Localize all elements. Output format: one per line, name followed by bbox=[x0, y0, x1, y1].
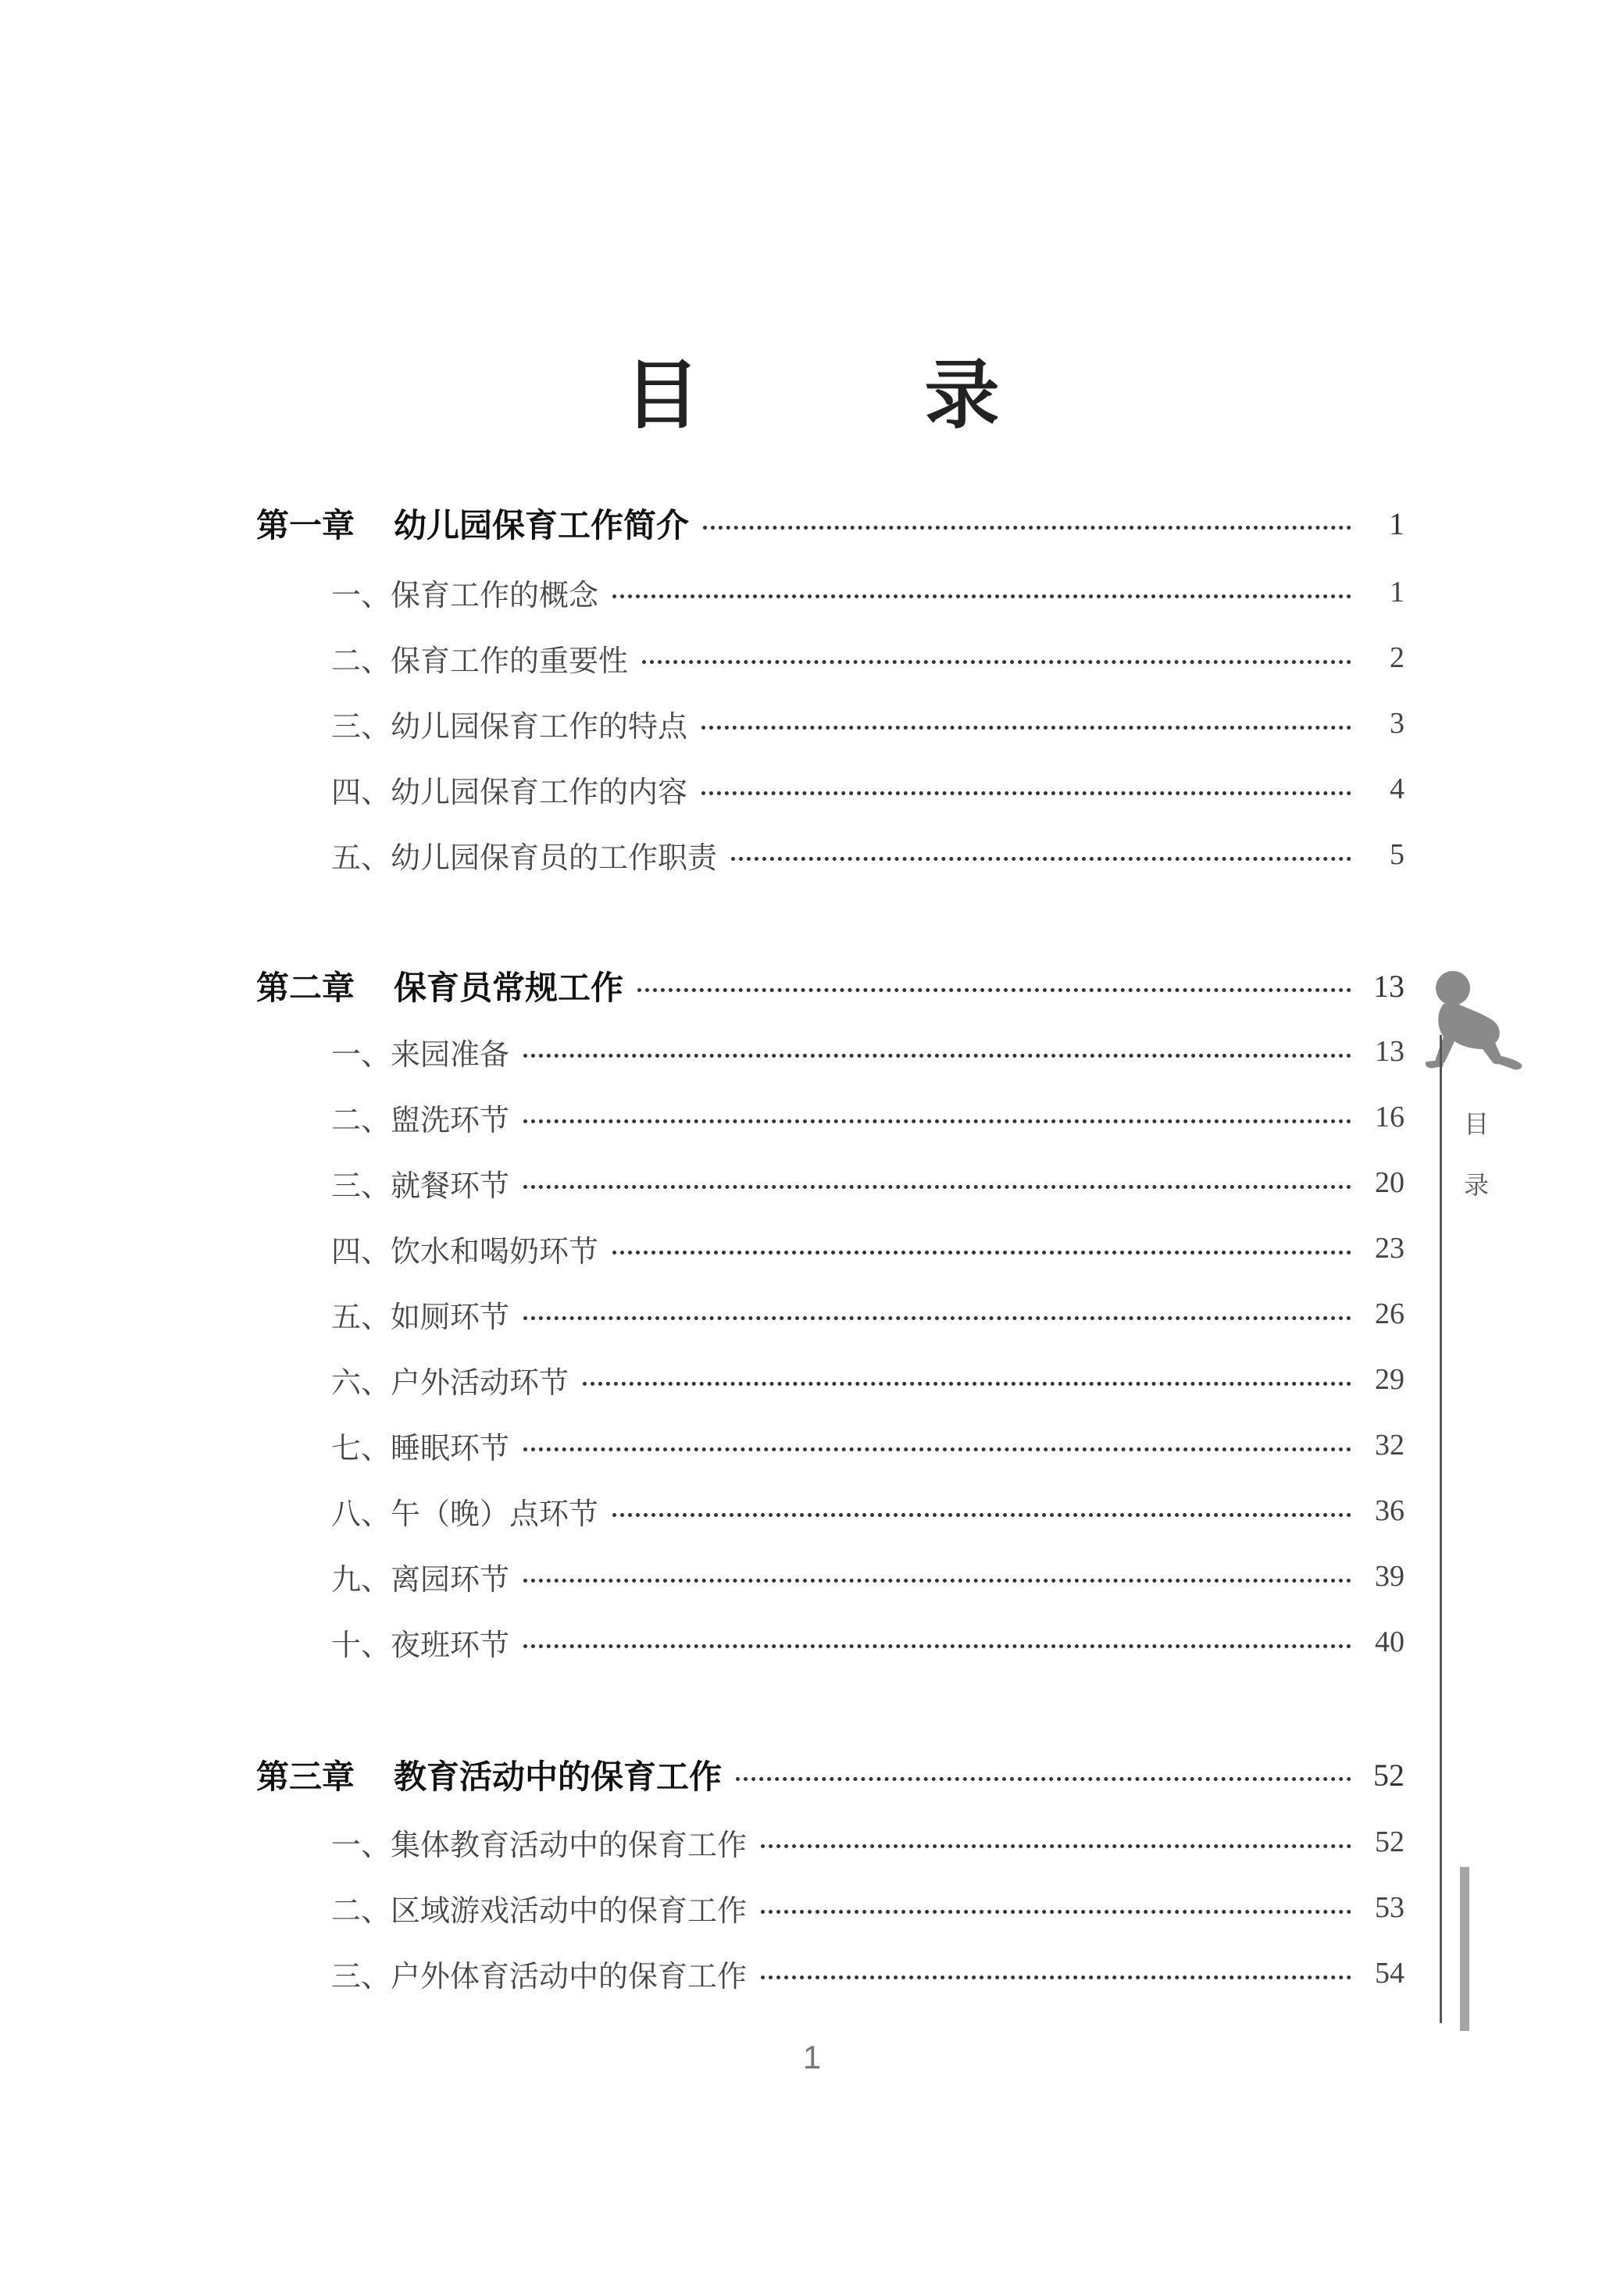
toc-page-number: 32 bbox=[1375, 1429, 1404, 1462]
dot-leader bbox=[612, 594, 1351, 598]
toc-page-number: 13 bbox=[1373, 968, 1404, 1004]
dot-leader bbox=[583, 1382, 1351, 1386]
dot-leader bbox=[523, 1579, 1351, 1583]
toc-section-row[interactable] bbox=[331, 1161, 1404, 1205]
dot-leader bbox=[523, 1054, 1351, 1058]
page-number: 1 bbox=[802, 2039, 822, 2075]
chapter-number: 第二章 bbox=[256, 969, 355, 1007]
toc-section-row[interactable] bbox=[331, 701, 1404, 745]
dot-leader bbox=[736, 1777, 1351, 1781]
toc-chapter-label bbox=[256, 500, 703, 547]
toc-chapter-row[interactable] bbox=[256, 1753, 1404, 1797]
toc-page-number: 1 bbox=[1390, 576, 1404, 609]
dot-leader bbox=[642, 660, 1351, 664]
side-label-char: 录 bbox=[1463, 1170, 1489, 1200]
toc-page-number: 53 bbox=[1375, 1891, 1404, 1924]
toc-section-row[interactable] bbox=[331, 1489, 1404, 1533]
toc-page-number: 1 bbox=[1389, 505, 1404, 541]
toc-section-row[interactable] bbox=[331, 1423, 1404, 1467]
toc-chapter-row[interactable] bbox=[256, 501, 1404, 545]
toc-section-label: 一、保育工作的概念 bbox=[331, 577, 599, 612]
toc-section-label: 四、饮水和喝奶环节 bbox=[331, 1233, 599, 1269]
toc-page-number: 52 bbox=[1375, 1826, 1404, 1858]
toc-page-number: 29 bbox=[1375, 1363, 1404, 1396]
toc-section-label: 三、就餐环节 bbox=[331, 1168, 510, 1203]
toc-page-number: 20 bbox=[1375, 1166, 1404, 1199]
dot-leader bbox=[731, 857, 1351, 861]
toc-chapter-label bbox=[256, 962, 637, 1009]
page-title: 目 录 bbox=[624, 351, 1075, 439]
toc-section-label: 五、如厕环节 bbox=[331, 1299, 510, 1334]
toc-section-label: 二、盥洗环节 bbox=[331, 1102, 510, 1137]
dot-leader bbox=[701, 791, 1351, 795]
dot-leader bbox=[637, 988, 1351, 992]
side-accent-bar bbox=[1460, 1867, 1469, 2031]
dot-leader bbox=[761, 1976, 1351, 1979]
toc-section-label: 八、午（晚）点环节 bbox=[331, 1496, 599, 1531]
chapter-title: 保育员常规工作 bbox=[394, 969, 624, 1007]
toc-chapter-label bbox=[256, 1751, 736, 1798]
dot-leader bbox=[523, 1185, 1351, 1189]
toc-section-row[interactable] bbox=[331, 1292, 1404, 1336]
toc-page-number: 26 bbox=[1375, 1297, 1404, 1330]
dot-leader bbox=[612, 1251, 1351, 1255]
toc-page-number: 13 bbox=[1375, 1035, 1404, 1068]
toc-section-row[interactable] bbox=[331, 1886, 1404, 1929]
dot-leader bbox=[523, 1316, 1351, 1320]
chapter-number: 第三章 bbox=[256, 1758, 355, 1796]
side-rule bbox=[1440, 1035, 1442, 2023]
toc-section-row[interactable] bbox=[331, 833, 1404, 876]
toc-section-row[interactable] bbox=[331, 1358, 1404, 1401]
toc-section-label: 五、幼儿园保育员的工作职责 bbox=[331, 840, 718, 875]
toc-page-number: 5 bbox=[1390, 838, 1404, 871]
chapter-title: 幼儿园保育工作简介 bbox=[394, 506, 690, 544]
dot-leader bbox=[523, 1119, 1351, 1123]
toc-section-row[interactable] bbox=[331, 767, 1404, 811]
toc-section-label: 四、幼儿园保育工作的内容 bbox=[331, 774, 688, 809]
toc-section-label: 二、区域游戏活动中的保育工作 bbox=[331, 1893, 748, 1928]
toc-section-label: 一、集体教育活动中的保育工作 bbox=[331, 1827, 748, 1862]
dot-leader bbox=[523, 1644, 1351, 1648]
side-section-label bbox=[1461, 1094, 1492, 1215]
dot-leader bbox=[612, 1513, 1351, 1517]
toc-page-number: 4 bbox=[1390, 773, 1404, 805]
toc-section-row[interactable] bbox=[331, 1226, 1404, 1270]
chapter-title: 教育活动中的保育工作 bbox=[394, 1758, 723, 1796]
dot-leader bbox=[761, 1910, 1351, 1914]
toc-section-row[interactable] bbox=[331, 1620, 1404, 1664]
dot-leader bbox=[701, 726, 1351, 730]
toc-section-label: 一、来园准备 bbox=[331, 1037, 510, 1072]
toc-page-number: 3 bbox=[1390, 707, 1404, 740]
toc-section-label: 三、户外体育活动中的保育工作 bbox=[331, 1958, 748, 1993]
toc-page-number: 54 bbox=[1375, 1957, 1404, 1990]
toc-page-number: 23 bbox=[1375, 1232, 1404, 1265]
toc-section-row[interactable] bbox=[331, 1095, 1404, 1139]
toc-section-label: 二、保育工作的重要性 bbox=[331, 643, 629, 678]
toc-section-row[interactable] bbox=[331, 1951, 1404, 1995]
toc-page-number: 39 bbox=[1375, 1560, 1404, 1593]
toc-section-row[interactable] bbox=[331, 636, 1404, 680]
toc-section-row[interactable] bbox=[331, 1820, 1404, 1864]
dot-leader bbox=[523, 1447, 1351, 1451]
toc-chapter-row[interactable] bbox=[256, 964, 1404, 1008]
toc-section-label: 七、睡眠环节 bbox=[331, 1430, 510, 1465]
toc-section-label: 九、离园环节 bbox=[331, 1562, 510, 1597]
dot-leader bbox=[761, 1844, 1351, 1848]
toc-section-row[interactable] bbox=[331, 570, 1404, 614]
toc-page-number: 16 bbox=[1375, 1101, 1404, 1133]
crawling-child-silhouette-icon bbox=[1420, 965, 1529, 1074]
toc-section-row[interactable] bbox=[331, 1554, 1404, 1598]
side-label-char: 目 bbox=[1463, 1109, 1489, 1139]
toc-section-label: 十、夜班环节 bbox=[331, 1627, 510, 1662]
dot-leader bbox=[703, 526, 1351, 530]
toc-page-number: 40 bbox=[1375, 1626, 1404, 1658]
toc-section-row[interactable] bbox=[331, 1030, 1404, 1073]
toc-section-label: 六、户外活动环节 bbox=[331, 1365, 569, 1400]
toc-page-number: 2 bbox=[1390, 641, 1404, 674]
toc-page-number: 52 bbox=[1373, 1757, 1404, 1793]
toc-section-label: 三、幼儿园保育工作的特点 bbox=[331, 708, 688, 744]
toc-page-number: 36 bbox=[1375, 1494, 1404, 1527]
chapter-number: 第一章 bbox=[256, 506, 355, 544]
